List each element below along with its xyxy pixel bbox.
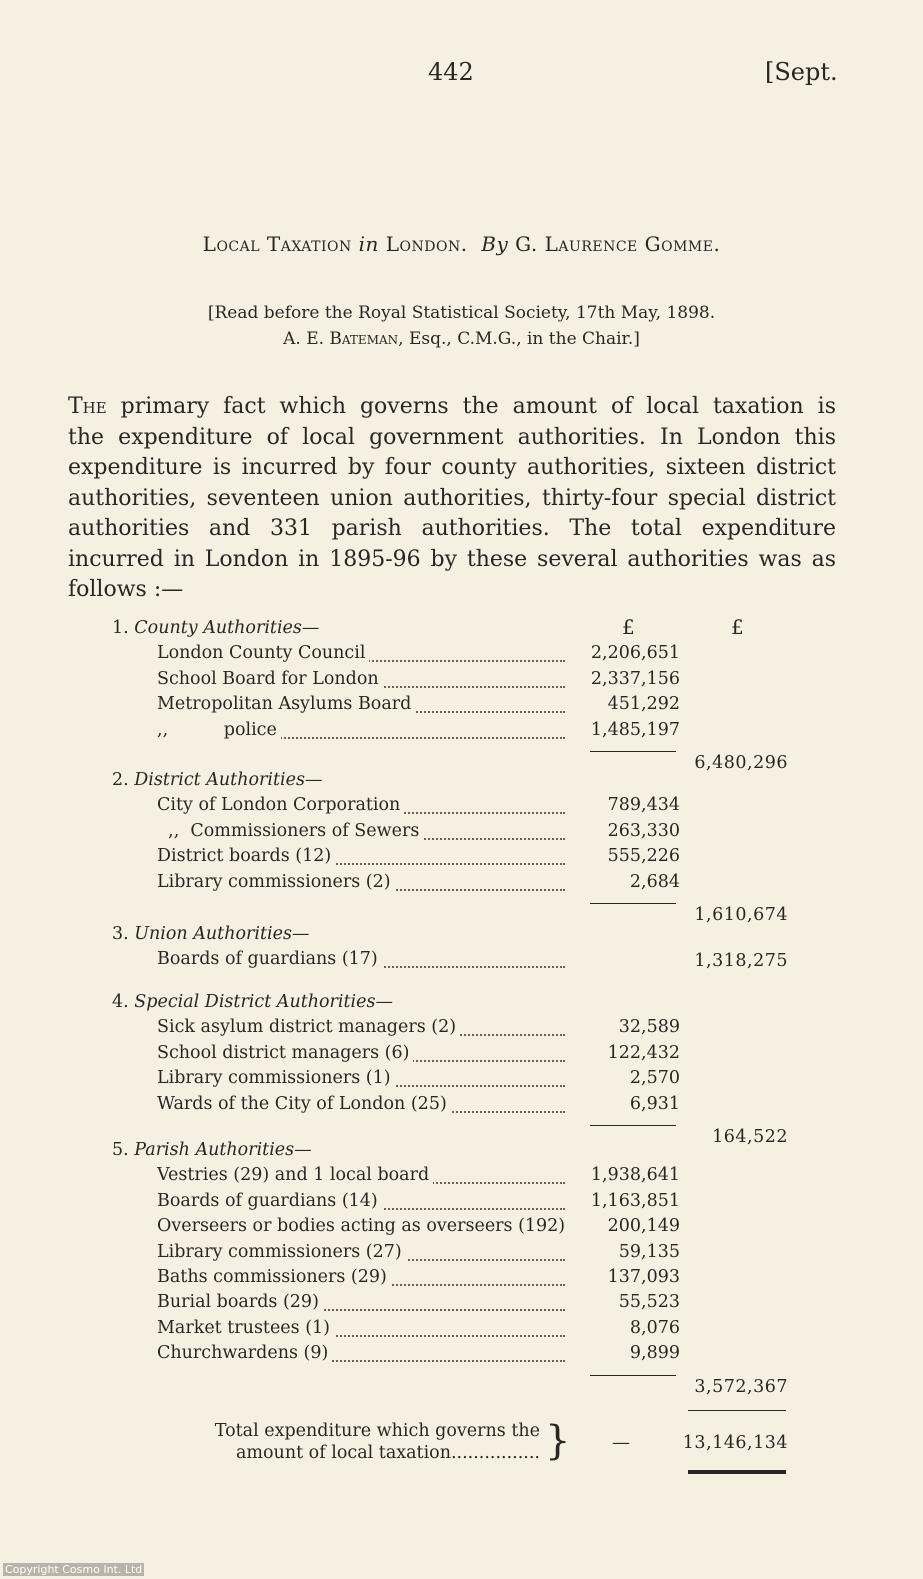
item-label: ,, police (157, 720, 281, 740)
currency-symbol-col2: £ (731, 615, 744, 639)
note-line1: [Read before the Royal Statistical Society, 17th May, 1898. (207, 303, 716, 323)
title-by: By (481, 232, 509, 256)
subtotal-rule (590, 1375, 676, 1376)
total-rule (688, 1410, 786, 1411)
table-row-label (157, 821, 565, 845)
grand-total: 13,146,134 (682, 1433, 788, 1453)
total-dash: — (612, 1432, 630, 1453)
item-amount: 137,093 (607, 1267, 680, 1287)
item-label: Library commissioners (1) (157, 1068, 395, 1088)
table-row-label (157, 949, 565, 973)
table-row-label (157, 1043, 565, 1067)
table-row-label (157, 1318, 565, 1342)
item-amount: 8,076 (629, 1317, 680, 1338)
item-label: Burial boards (29) (157, 1292, 323, 1312)
item-amount: 789,434 (607, 795, 680, 816)
subtotal-rule (590, 903, 676, 904)
item-amount: 9,899 (629, 1343, 680, 1364)
table-row-label (157, 1094, 565, 1118)
item-label: Overseers or bodies acting as overseers (192) (157, 1216, 565, 1236)
table-row-label (157, 1216, 565, 1240)
title-in: in (358, 232, 379, 256)
copyright-watermark: Copyright Cosmo Int. Ltd (5, 1563, 143, 1576)
title-part2: London. (385, 232, 468, 256)
section-heading (112, 924, 309, 944)
item-amount: 1,163,851 (590, 1190, 680, 1211)
note-chair-name: A. E. Bateman, (283, 329, 404, 349)
note-chair-rest: Esq., C.M.G., in the Chair.] (408, 329, 640, 349)
brace-glyph: } (545, 1418, 571, 1464)
item-amount: 6,931 (629, 1093, 680, 1114)
table-row-label (157, 669, 565, 693)
table-row-label (157, 1292, 565, 1316)
item-label: Sick asylum district managers (2) (157, 1017, 460, 1037)
table-row-label (157, 1343, 565, 1367)
section-subtotal: 3,572,367 (694, 1376, 788, 1397)
total-label-line2: amount of local taxation................ (235, 1443, 540, 1463)
section-number: 5. (112, 1140, 135, 1160)
intro-line: authorities, seventeen union authorities, thirty-four special district (68, 485, 836, 511)
item-amount: 263,330 (607, 820, 680, 841)
item-amount: 2,570 (629, 1068, 680, 1089)
item-label: Metropolitan Asylums Board (157, 694, 415, 714)
item-amount: 122,432 (607, 1042, 680, 1063)
item-amount: 2,684 (629, 871, 680, 892)
intro-line: follows :— (68, 577, 184, 602)
section-title: Special District Authorities— (134, 992, 393, 1012)
item-amount: 555,226 (607, 846, 680, 867)
subtotal-rule (590, 1125, 676, 1126)
intro-line: The primary fact which governs the amount of local taxation is (68, 394, 836, 419)
note-line2 (0, 326, 923, 352)
section-heading (112, 618, 319, 638)
section-title: Parish Authorities— (134, 1140, 312, 1160)
reading-note (0, 300, 923, 352)
item-label: School district managers (6) (157, 1043, 413, 1063)
item-label: ,, Commissioners of Sewers (157, 821, 423, 841)
item-amount: 2,206,651 (590, 643, 680, 664)
section-number: 4. (112, 992, 135, 1012)
intro-line: expenditure is incurred by four county authorities, sixteen district (68, 455, 836, 480)
item-label: Boards of guardians (14) (157, 1191, 382, 1211)
table-row-label (157, 1191, 565, 1215)
item-label: School Board for London (157, 669, 383, 689)
item-label: Baths commissioners (29) (157, 1267, 391, 1287)
article-title (0, 232, 923, 256)
item-label: Wards of the City of London (25) (157, 1094, 451, 1114)
running-head-month: [Sept. (765, 58, 838, 86)
section-title: County Authorities— (134, 618, 320, 638)
section-number: 1. (112, 618, 135, 638)
section-subtotal: 1,318,275 (694, 951, 788, 972)
section-heading (112, 1140, 312, 1160)
table-row-label (157, 1267, 565, 1291)
section-title: Union Authorities— (134, 924, 310, 944)
item-amount: 200,149 (607, 1216, 680, 1237)
intro-paragraph (68, 392, 836, 606)
item-label: Vestries (29) and 1 local board (157, 1165, 433, 1185)
item-amount: 1,485,197 (590, 719, 680, 740)
section-title: District Authorities— (134, 770, 323, 790)
intro-first-word: The (68, 394, 107, 419)
item-amount: 59,135 (618, 1241, 680, 1262)
table-row-label (157, 1165, 565, 1189)
grand-total-double-rule (688, 1470, 786, 1474)
section-heading (112, 770, 322, 790)
section-subtotal: 1,610,674 (694, 905, 788, 925)
intro-line: the expenditure of local government authorities. In London this (68, 424, 836, 450)
item-amount: 2,337,156 (590, 668, 680, 689)
title-author: G. Laurence Gomme. (515, 232, 721, 256)
section-subtotal: 164,522 (712, 1127, 788, 1147)
item-amount: 451,292 (607, 694, 680, 715)
table-row-label (157, 846, 565, 870)
item-label: Library commissioners (2) (157, 872, 395, 892)
item-amount: 55,523 (618, 1292, 680, 1313)
item-label: Churchwardens (9) (157, 1343, 332, 1363)
intro-line: incurred in London in 1895-96 by these several authorities was as (68, 546, 836, 572)
table-row-label (157, 1017, 565, 1041)
item-label: London County Council (157, 643, 369, 663)
total-label (150, 1420, 540, 1464)
table-row-label (157, 795, 565, 819)
title-part1: Local Taxation (202, 232, 352, 256)
total-label-line1: Total expenditure which governs the (214, 1421, 540, 1441)
currency-symbol-col1: £ (622, 615, 635, 639)
table-row-label (157, 1068, 565, 1092)
table-row-label (157, 872, 565, 896)
item-amount: 1,938,641 (590, 1165, 680, 1186)
table-row-label (157, 643, 565, 667)
section-subtotal: 6,480,296 (694, 753, 788, 773)
table-row-label (157, 720, 565, 744)
intro-line: authorities and 331 parish authorities. The total expenditure (68, 516, 836, 541)
item-label: Boards of guardians (17) (157, 949, 382, 969)
page-number: 442 (428, 58, 474, 86)
table-row-label (157, 694, 565, 718)
section-number: 2. (112, 770, 135, 790)
section-heading (112, 992, 393, 1012)
item-label: Market trustees (1) (157, 1318, 334, 1338)
subtotal-rule (590, 751, 676, 752)
item-label: Library commissioners (27) (157, 1242, 406, 1262)
item-label: City of London Corporation (157, 795, 404, 815)
section-number: 3. (112, 924, 135, 944)
item-label: District boards (12) (157, 846, 335, 866)
item-amount: 32,589 (618, 1017, 680, 1038)
table-row-label (157, 1242, 565, 1266)
